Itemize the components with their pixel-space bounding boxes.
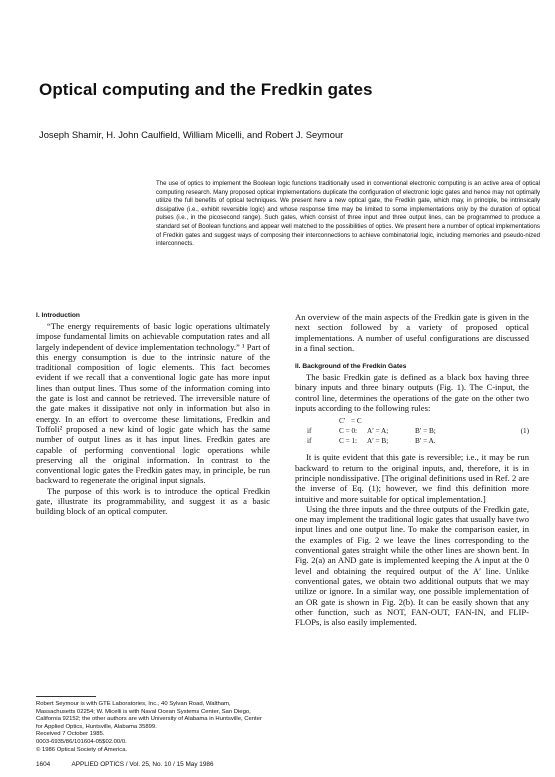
left-column <box>36 312 270 517</box>
eq-a-0: A′ = A; <box>367 427 389 436</box>
eq-number: (1) <box>520 427 529 436</box>
footnote-copyright: © 1986 Optical Society of America. <box>36 746 128 753</box>
background-paragraph-3: Using the three inputs and the three outputs of the Fredkin gate, one may implement the traditional logic gates that usually have two input lines and one output line. To make the comparison easier, in the examples of Fig. 2 we leave the lines corresponding to the conventional gates straight while the other lines are shown bent. In Fig. 2(a) an AND gate is implemented keeping the A input at the 0 level and obtaining the required output of the A′ line. Unlike conventional gates, we obtain two additional outputs that we may utilize or ignore. In a similar way, one possible implementation of an OR gate is shown in Fig. 2(b). It can be easily shown that any other function, such as NOT, FAN-OUT, FAN-IN, and FLIP-FLOPs, is also easily implemented. <box>295 503 529 628</box>
section-heading-background: II. Background of the Fredkin Gates <box>295 363 407 371</box>
eq-cond-0: C = 0: <box>339 427 358 436</box>
abstract: The use of optics to implement the Boolean logic functions traditionally used in conventional electronic computing is an active area of optical computing research. Many proposed optical implementations duplicate the configuration of electronic logic gates and hence may not optimally utilize the full benefits of optical techniques. We present here a new optical gate, the Fredkin gate, which may, in principle, be intrinsically dissipative (i.e., exhibit reversible logic) and whose response time may be limited to some implementations only by the duration of optical pulses (i.e., in the picosecond range). Such gates, which consist of three input and three output lines, can be programmed to produce a standard set of Boolean functions and appear well matched to the possibilities of optics. We present here a number of optical implementations of Fredkin gates and suggest ways of composing their interconnections to achieve combinatorial logic, including memories and pseudo-nized interconnects. <box>156 180 540 248</box>
section-heading-introduction: I. Introduction <box>36 312 80 319</box>
page-number: 1604 <box>36 761 51 768</box>
eq-b-1: B′ = A. <box>415 437 436 446</box>
journal-citation: APPLIED OPTICS / Vol. 25, No. 10 / 15 May 1986 <box>71 761 214 768</box>
footnote-affiliations: Robert Seymour is with GTE Laboratories, Inc., 40 Sylvan Road, Waltham, Massachusetts 02254; W. Micelli is with Naval Ocean Systems Center, San Diego, California 92152; the other authors are with University of Alabama in Huntsville, Center for Applied Optics, Huntsville, Alabama 35899. <box>36 701 262 730</box>
footnote <box>36 701 270 754</box>
author-list: Joseph Shamir, H. John Caulfield, William Micelli, and Robert J. Seymour <box>39 129 344 140</box>
equation-1 <box>295 415 529 447</box>
footnote-code: 0003-6935/86/101604-05$02.00/0. <box>36 738 127 745</box>
eq-if-2: if <box>307 437 312 446</box>
background-paragraph-1: The basic Fredkin gate is defined as a black box having three binary inputs and three binary outputs (Fig. 1). The C-input, the control line, determines the operations of the gate on the other two inputs according to the following rules: <box>295 372 529 414</box>
footnote-rule <box>36 696 96 697</box>
eq-cond-1: C = 1: <box>339 437 358 446</box>
intro-paragraph-2: The purpose of this work is to introduce the optical Fredkin gate, illustrate its programmability, and suggest it as a basic building block of an optical computer. <box>36 485 270 517</box>
footnote-received: Received 7 October 1985. <box>36 731 105 738</box>
eq-c-prime-rhs: = C <box>351 417 362 426</box>
page-footer <box>36 761 336 768</box>
eq-c-prime: C′ <box>339 417 346 426</box>
article-title: Optical computing and the Fredkin gates <box>39 80 373 99</box>
right-column <box>295 312 529 627</box>
intro-paragraph-1: “The energy requirements of basic logic operations ultimately impose fundamental limits on achievable computation rates and all largely independent of device implementation technology.” ¹ Part of this energy consumption is due to the intrinsic nature of the traditional composition of logic elements. This fact becomes evident if we recall that a conventional logic gate has more input lines than output lines. Thus some of the information coming into the gate is lost and cannot be retrieved. The irreversible nature of the gate makes it dissipative not only in information but also in energy. In an effort to overcome these limitations, Fredkin and Toffoli² proposed a new kind of logic gate which has the same number of output lines as it has input lines. Fredkin gates are capable of performing conventional logic operations while preserving all the original information. In contrast to the conventional logic gates the Fredkin gates may, in principle, be run backward to regenerate the original input signals. <box>36 321 270 486</box>
eq-b-0: B′ = B; <box>415 427 436 436</box>
eq-a-1: A′ = B; <box>367 437 389 446</box>
background-paragraph-2: It is quite evident that this gate is reversible; i.e., it may be run backward to return to the original inputs, and, therefore, it is in principle nondissipative. [The original definitions used in Ref. 2 are the inverse of Eq. (1); however, we find this definition more intuitive and more suitable for optical implementation.] <box>295 452 529 504</box>
eq-if-1: if <box>307 427 312 436</box>
overview-paragraph: An overview of the main aspects of the Fredkin gate is given in the next section followed by a variety of proposed optical implementations. A number of useful configurations are discussed in a final section. <box>295 312 529 353</box>
